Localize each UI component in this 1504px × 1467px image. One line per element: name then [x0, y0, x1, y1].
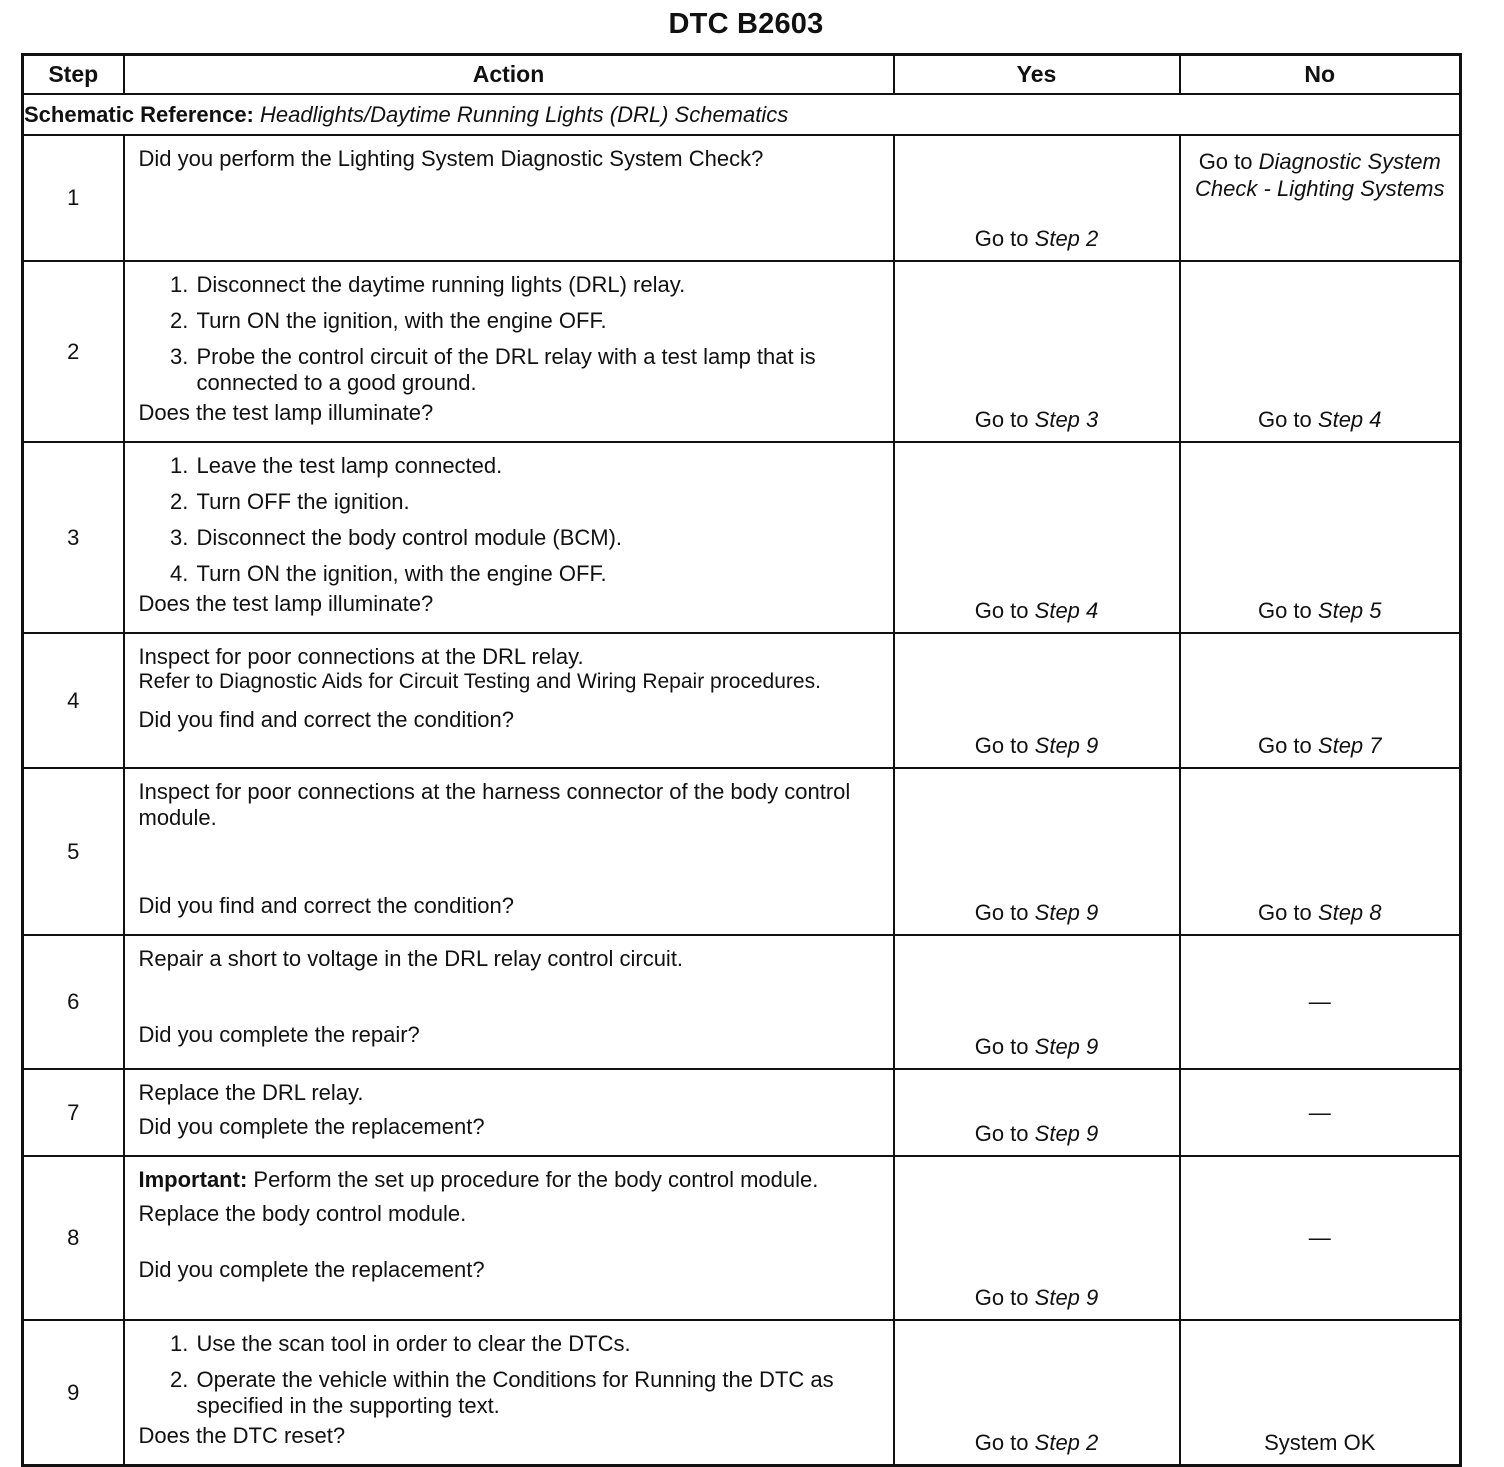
action-step: 1. Use the scan tool in order to clear the DTCs. [195, 1331, 883, 1357]
table-row [23, 1156, 1461, 1320]
yes-target: Step 9 [1034, 1121, 1099, 1146]
yes-target: Step 2 [1034, 1430, 1099, 1455]
table-row [23, 1320, 1461, 1466]
table-row [23, 1069, 1461, 1156]
go-to-label: Go to [974, 1121, 1029, 1146]
action-text: Inspect for poor connections at the DRL relay. [138, 644, 584, 669]
schematic-reference [23, 94, 1461, 135]
step-number: 8 [23, 1156, 124, 1320]
table-header-row [23, 55, 1461, 95]
yes-cell [894, 135, 1180, 261]
no-target: Step 8 [1317, 900, 1382, 925]
no-cell [1180, 768, 1461, 935]
yes-cell [894, 935, 1180, 1069]
table-row [23, 261, 1461, 442]
step-number: 1 [23, 135, 124, 261]
action-steps [139, 1331, 883, 1419]
action-question: Did you complete the replacement? [138, 1257, 485, 1282]
step-number: 4 [23, 633, 124, 768]
yes-target: Step 9 [1034, 1285, 1099, 1310]
action-question: Does the DTC reset? [138, 1423, 346, 1448]
yes-target: Step 9 [1034, 733, 1099, 758]
action-question: Does the test lamp illuminate? [138, 591, 434, 616]
no-cell: — [1180, 1156, 1461, 1320]
action-step: 1. Disconnect the daytime running lights (DRL) relay. [195, 272, 883, 298]
step-number: 5 [23, 768, 124, 935]
action-step: 3. Disconnect the body control module (BCM). [195, 525, 883, 551]
header-no: No [1180, 55, 1461, 95]
action-question: Did you find and correct the condition? [138, 893, 514, 918]
action-question: Did you perform the Lighting System Diagnostic System Check? [138, 146, 764, 171]
step-number: 3 [23, 442, 124, 633]
no-cell: — [1180, 935, 1461, 1069]
table-row [23, 135, 1461, 261]
yes-target: Step 4 [1034, 598, 1099, 623]
go-to-label: Go to [974, 733, 1029, 758]
action-question: Does the test lamp illuminate? [138, 400, 434, 425]
go-to-label: Go to [974, 1285, 1029, 1310]
dtc-table [21, 53, 1462, 1467]
yes-target: Step 3 [1034, 407, 1099, 432]
action-cell [124, 1156, 894, 1320]
action-step: 2. Operate the vehicle within the Conditions for Running the DTC as specified in the supporting text. [195, 1367, 883, 1419]
action-question: Did you complete the repair? [138, 1022, 420, 1047]
go-to-label: Go to [974, 226, 1029, 251]
no-target: Step 4 [1317, 407, 1382, 432]
schematic-reference-label: Schematic Reference: [24, 101, 254, 127]
yes-cell [894, 1156, 1180, 1320]
step-number: 2 [23, 261, 124, 442]
yes-cell [894, 1320, 1180, 1466]
schematic-reference-row [23, 94, 1461, 135]
no-cell [1180, 135, 1461, 261]
action-step: 1. Leave the test lamp connected. [195, 453, 883, 479]
action-text: Inspect for poor connections at the harness connector of the body control module. [138, 779, 851, 830]
action-cell [124, 935, 894, 1069]
go-to-label: Go to [1257, 733, 1312, 758]
action-note: Refer to Diagnostic Aids for Circuit Testing and Wiring Repair procedures. [138, 670, 821, 693]
no-target: Step 5 [1317, 598, 1382, 623]
yes-cell [894, 261, 1180, 442]
no-cell [1180, 442, 1461, 633]
yes-target: Step 2 [1034, 226, 1099, 251]
action-question: Did you find and correct the condition? [138, 707, 514, 732]
no-cell [1180, 261, 1461, 442]
header-step: Step [23, 55, 124, 95]
step-number: 9 [23, 1320, 124, 1466]
go-to-label: Go to [1257, 598, 1312, 623]
action-cell [124, 633, 894, 768]
go-to-label: Go to [1257, 900, 1312, 925]
action-question: Did you complete the replacement? [138, 1114, 485, 1139]
important-note [139, 1167, 883, 1193]
go-to-label: Go to [974, 598, 1029, 623]
go-to-label: Go to [1257, 407, 1312, 432]
go-to-label: Go to [974, 407, 1029, 432]
important-text: Perform the set up procedure for the body control module. [253, 1167, 819, 1192]
action-step: 2. Turn ON the ignition, with the engine OFF. [195, 308, 883, 334]
header-yes: Yes [894, 55, 1180, 95]
yes-cell [894, 1069, 1180, 1156]
action-step: 3. Probe the control circuit of the DRL relay with a test lamp that is connected to a good ground. [195, 344, 883, 396]
step-number: 7 [23, 1069, 124, 1156]
action-cell [124, 442, 894, 633]
go-to-label: Go to [974, 900, 1029, 925]
no-cell: System OK [1180, 1320, 1461, 1466]
header-action: Action [124, 55, 894, 95]
action-cell [124, 1069, 894, 1156]
action-cell [124, 135, 894, 261]
no-target: Step 7 [1317, 733, 1382, 758]
action-steps [139, 272, 883, 396]
page-title: DTC B2603 [668, 8, 824, 40]
action-cell [124, 768, 894, 935]
action-text: Repair a short to voltage in the DRL relay control circuit. [138, 946, 684, 971]
important-label: Important: [138, 1167, 248, 1192]
step-number: 6 [23, 935, 124, 1069]
action-cell [124, 1320, 894, 1466]
table-row [23, 442, 1461, 633]
yes-cell [894, 442, 1180, 633]
go-to-label: Go to [1198, 149, 1253, 174]
table-row [23, 768, 1461, 935]
action-step: 2. Turn OFF the ignition. [195, 489, 883, 515]
yes-cell [894, 768, 1180, 935]
action-step: 4. Turn ON the ignition, with the engine OFF. [195, 561, 883, 587]
schematic-reference-link: Headlights/Daytime Running Lights (DRL) Schematics [260, 101, 789, 127]
no-cell: — [1180, 1069, 1461, 1156]
action-text: Replace the DRL relay. [138, 1080, 364, 1105]
yes-target: Step 9 [1034, 900, 1099, 925]
go-to-label: Go to [974, 1034, 1029, 1059]
no-target: Diagnostic System Check - Lighting Systems [1195, 149, 1445, 201]
table-row [23, 935, 1461, 1069]
action-text: Replace the body control module. [138, 1201, 467, 1226]
action-steps [139, 453, 883, 587]
action-cell [124, 261, 894, 442]
no-cell [1180, 633, 1461, 768]
go-to-label: Go to [974, 1430, 1029, 1455]
table-row [23, 633, 1461, 768]
yes-cell [894, 633, 1180, 768]
yes-target: Step 9 [1034, 1034, 1099, 1059]
